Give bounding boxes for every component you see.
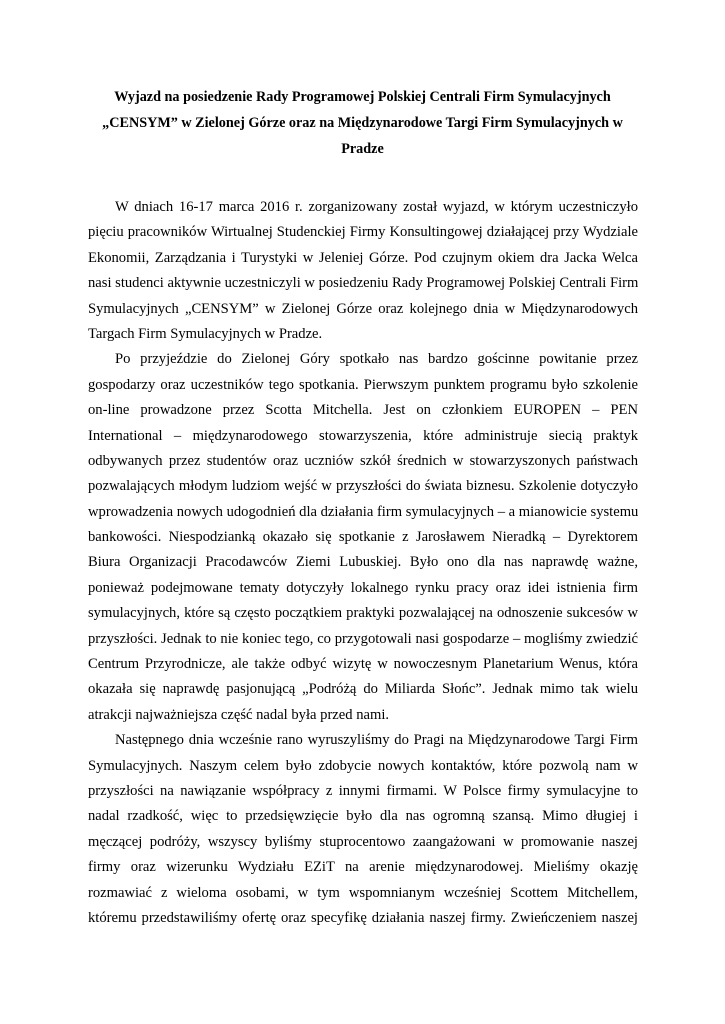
- paragraph-line: Symulacyjnych. Naszym celem było zdobycie nowych kontaktów, które pozwolą nam w: [88, 757, 638, 774]
- paragraph-line: atrakcji najważniejsza część nadal była przed nami.: [88, 706, 390, 723]
- paragraph-line: przyszłości na nawiązanie współpracy z innymi firmami. W Polsce firmy symulacyjne to: [88, 782, 638, 799]
- paragraph-line: bankowości. Niespodzianką okazało się spotkanie z Jarosławem Nieradką – Dyrektorem: [88, 529, 638, 546]
- paragraph-line: męczącej podróży, wszyscy byliśmy stuprocentowo zaangażowani w promowanie naszej: [88, 833, 638, 850]
- paragraph-line: Biura Organizacji Pracodawców Ziemi Lubuskiej. Było ono dla nas naprawdę ważne,: [88, 554, 638, 571]
- paragraph-line: okazała się naprawdę pasjonującą „Podróżą do Miliarda Słońc”. Jednak mimo tak wielu: [88, 681, 638, 698]
- paragraph-line: Ekonomii, Zarządzania i Turystyki w Jeleniej Górze. Pod czujnym okiem dra Jacka Welca: [88, 249, 638, 266]
- document-body: [88, 195, 638, 931]
- paragraph-line: Następnego dnia wcześnie rano wyruszyliśmy do Pragi na Międzynarodowe Targi Firm: [115, 732, 638, 749]
- paragraph-line: Po przyjeździe do Zielonej Góry spotkało nas bardzo gościnne powitanie przez: [115, 351, 638, 368]
- paragraph-line: przyszłości. Jednak to nie koniec tego, co przygotowali nasi gospodarze – mogliśmy zwiedzić: [88, 630, 638, 647]
- paragraph-2: [88, 347, 638, 728]
- document-title: [100, 84, 625, 162]
- paragraph-line: on-line prowadzone przez Scotta Mitchella. Jest on członkiem EUROPEN – PEN: [88, 402, 638, 419]
- paragraph-line: wprowadzenia nowych udogodnień dla działania firm symulacyjnych – a mianowicie systemu: [88, 503, 638, 520]
- paragraph-line: Centrum Przyrodnicze, ale także odbyć wizytę w nowoczesnym Planetarium Wenus, która: [88, 656, 638, 673]
- paragraph-line: odbywanych przez studentów oraz uczniów szkół średnich w stowarzyszonych państwach: [88, 452, 638, 469]
- paragraph-line: któremu przedstawiliśmy ofertę oraz specyfikę działania naszej firmy. Zwieńczeniem naszej: [88, 909, 638, 926]
- paragraph-1: [88, 195, 638, 347]
- paragraph-line: firmy oraz wizerunku Wydziału EZiT na arenie międzynarodowej. Mieliśmy okazję: [88, 859, 638, 876]
- title-line: „CENSYM” w Zielonej Górze oraz na Międzynarodowe Targi Firm Symulacyjnych w: [102, 115, 623, 131]
- paragraph-line: Targach Firm Symulacyjnych w Pradze.: [88, 325, 323, 342]
- paragraph-line: pozwalających młodym ludziom wejść w przyszłości do świata biznesu. Szkolenie dotyczyło: [88, 478, 638, 495]
- paragraph-line: symulacyjnych, które są często początkiem praktyki pozwalającej na odnoszenie sukcesów w: [88, 605, 638, 622]
- title-line: Pradze: [341, 141, 384, 157]
- paragraph-line: nadal rzadkość, więc to przedsięwzięcie było dla nas ogromną szansą. Mimo długiej i: [88, 808, 638, 825]
- paragraph-3: [88, 728, 638, 931]
- paragraph-line: pięciu pracowników Wirtualnej Studenckiej Firmy Konsultingowej działającej przy Wydziale: [88, 224, 638, 241]
- paragraph-line: W dniach 16-17 marca 2016 r. zorganizowany został wyjazd, w którym uczestniczyło: [115, 199, 638, 215]
- paragraph-line: rozmawiać z wieloma osobami, w tym wspomnianym wcześniej Scottem Mitchellem,: [88, 884, 638, 901]
- paragraph-line: Symulacyjnych „CENSYM” w Zielonej Górze oraz kolejnego dnia w Międzynarodowych: [88, 300, 638, 317]
- paragraph-line: gospodarzy oraz uczestników tego spotkania. Pierwszym punktem programu było szkolenie: [88, 376, 638, 393]
- paragraph-line: ponieważ podejmowane tematy dotyczyły lokalnego rynku pracy oraz idei istnienia firm: [88, 579, 638, 596]
- paragraph-line: nasi studenci aktywnie uczestniczyli w posiedzeniu Rady Programowej Polskiej Centrali Firm: [88, 275, 638, 292]
- paragraph-line: International – międzynarodowego stowarzyszenia, które administruje siecią praktyk: [88, 427, 638, 444]
- title-line: Wyjazd na posiedzenie Rady Programowej Polskiej Centrali Firm Symulacyjnych: [114, 89, 611, 105]
